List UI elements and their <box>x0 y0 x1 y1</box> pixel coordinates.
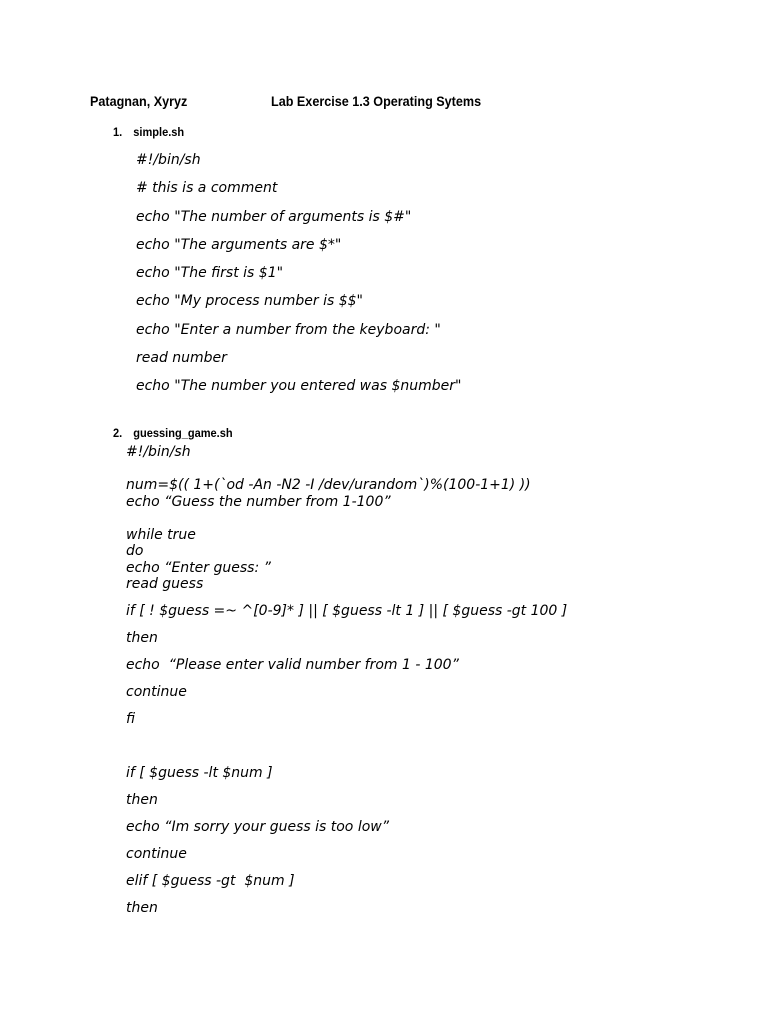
code-line: do <box>126 543 144 559</box>
code-line: then <box>126 792 158 808</box>
section-2-filename: guessing_game.sh <box>133 426 233 440</box>
section-1-number: 1. <box>113 125 123 139</box>
code-line: while true <box>126 527 196 543</box>
code-line: if [ ! $guess =~ ^[0-9]* ] || [ $guess -lt 1 ] || [ $guess -gt 100 ] <box>126 603 568 619</box>
code-line: num=$(( 1+(`od -An -N2 -I /dev/urandom`)%(100-1+1) )) <box>126 477 531 493</box>
section-1-heading <box>113 125 184 139</box>
code-line: echo "The arguments are $*" <box>136 236 342 253</box>
code-line: #!/bin/sh <box>126 444 191 460</box>
code-line: elif [ $guess -gt $num ] <box>126 873 295 889</box>
code-line: echo "The number you entered was $number" <box>136 378 462 395</box>
section-1-filename: simple.sh <box>133 125 185 139</box>
code-line: #!/bin/sh <box>136 152 201 168</box>
code-line: echo “Guess the number from 1-100” <box>126 494 391 510</box>
code-line: echo "My process number is $$" <box>136 293 363 310</box>
code-line: # this is a comment <box>136 180 278 197</box>
code-line: echo "Enter a number from the keyboard: " <box>136 321 441 338</box>
document-title: Lab Exercise 1.3 Operating Sytems <box>271 93 482 109</box>
code-line: then <box>126 900 158 916</box>
code-line: fi <box>126 711 136 727</box>
code-line: continue <box>126 846 187 862</box>
code-line: read guess <box>126 576 204 592</box>
code-line: echo “Enter guess: ” <box>126 560 271 576</box>
section-2-heading <box>113 426 233 440</box>
code-line: echo "The first is $1" <box>136 265 284 282</box>
code-line: echo “Please enter valid number from 1 - 100” <box>126 657 459 673</box>
code-line: echo “Im sorry your guess is too low” <box>126 819 389 835</box>
section-2-number: 2. <box>113 426 123 440</box>
code-line: read number <box>136 350 227 367</box>
author-name: Patagnan, Xyryz <box>90 93 188 109</box>
code-line: echo "The number of arguments is $#" <box>136 208 412 225</box>
code-line: then <box>126 630 158 646</box>
code-line: if [ $guess -lt $num ] <box>126 765 273 781</box>
code-line: continue <box>126 684 187 700</box>
simple-sh-code <box>136 150 461 405</box>
